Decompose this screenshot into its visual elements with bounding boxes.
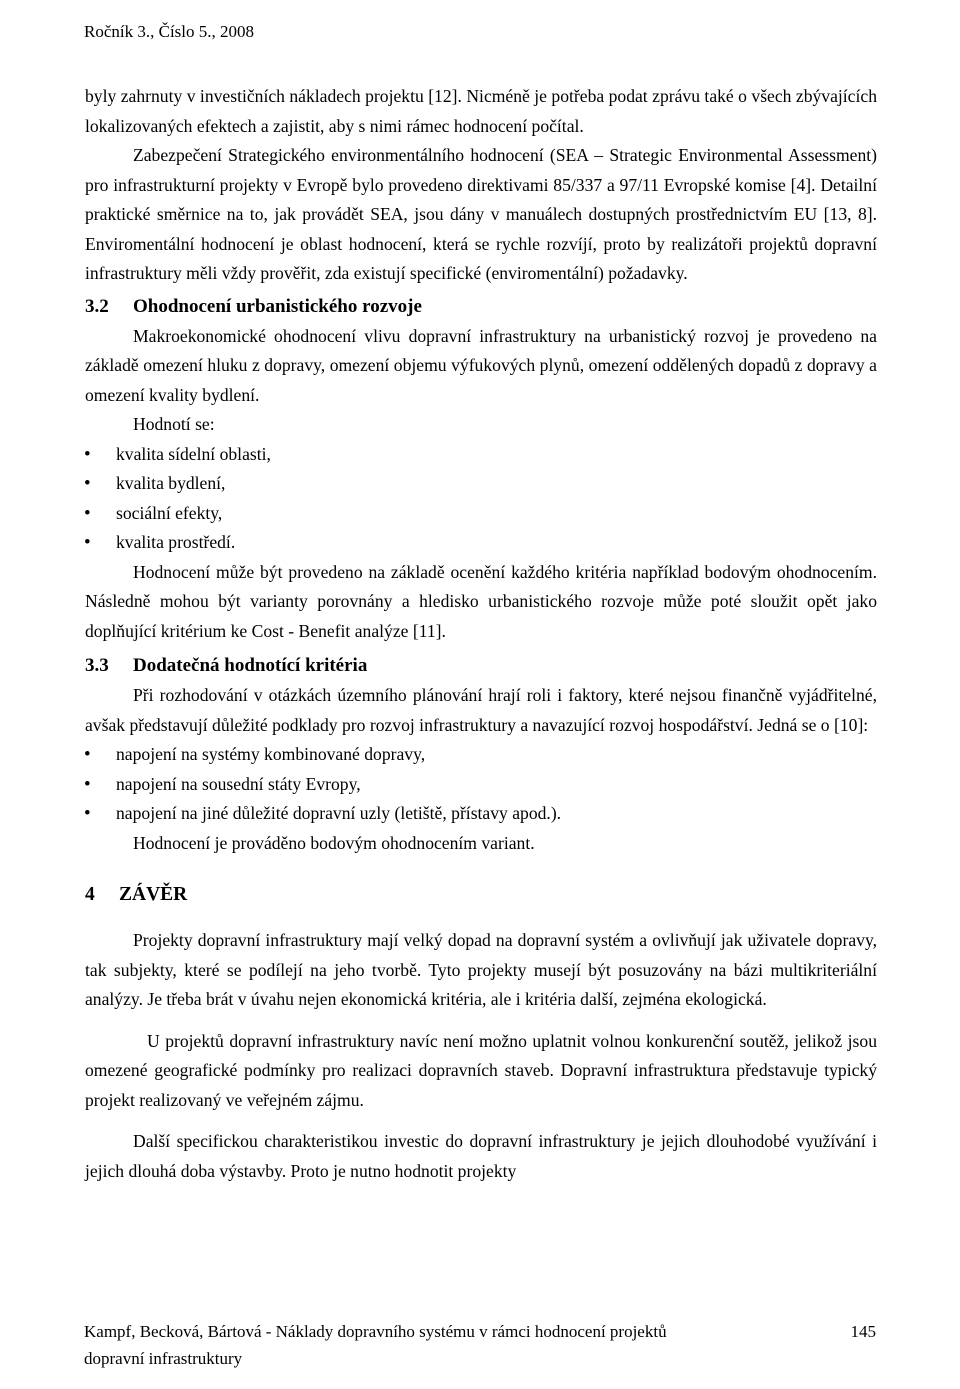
section-heading-3-3 (85, 651, 877, 681)
list-item: • kvalita bydlení, (85, 469, 877, 499)
paragraph: Makroekonomické ohodnocení vlivu dopravní infrastruktury na urbanistický rozvoj je provedeno na základě omezení hluku z dopravy, omezení objemu výfukových plynů, omezení oddělených dopadů z dopravy a omezení kvality bydlení. (85, 325, 877, 405)
list-item: • sociální efekty, (85, 499, 877, 529)
paragraph: Zabezpečení Strategického environmentálního hodnocení (SEA – Strategic Environmental Assessment) pro infrastrukturní projekty v Evropě bylo provedeno direktivami 85/337 a 97/11 Evropské komise [4]. Detailní praktické směrnice na to, jak provádět SEA, jsou dány v manuálech dostupných prostřednictvím EU [13, 8]. Enviromentální hodnocení je oblast hodnocení, která se rychle rozvíjí, proto by realizátoři projektů dopravní infrastruktury měli vždy prověřit, zda existují specifické (enviromentální) požadavky. (85, 145, 877, 283)
section-number: 3.2 (85, 295, 109, 317)
list-item: • napojení na jiné důležité dopravní uzly (letiště, přístavy apod.). (85, 799, 877, 829)
running-header: Ročník 3., Číslo 5., 2008 (84, 22, 255, 41)
list-item: • kvalita prostředí. (85, 528, 877, 558)
section-heading-4 (85, 880, 877, 910)
criteria-list (85, 440, 877, 558)
list-item: • kvalita sídelní oblasti, (85, 440, 877, 470)
paragraph: Další specifickou charakteristikou investic do dopravní infrastruktury je jejich dlouhodobé využívání i jejich dlouhá doba výstavby. Proto je nutno hodnotit projekty (85, 1131, 877, 1181)
footer-citation-continued: dopravní infrastruktury (84, 1349, 243, 1368)
paragraph: Projekty dopravní infrastruktury mají velký dopad na dopravní systém a ovlivňují jak uživatele dopravy, tak subjekty, které se podílejí na jeho tvorbě. Tyto projekty musejí být posuzovány na bázi multikriteriální analýzy. Je třeba brát v úvahu nejen ekonomická kritéria, ale i kritéria další, zejména ekologická. (85, 930, 877, 1009)
section-title: Ohodnocení urbanistického rozvoje (133, 295, 422, 317)
page-number: 145 (850, 1322, 876, 1341)
page-footer (84, 1318, 876, 1372)
list-item: • napojení na systémy kombinované dopravy, (85, 740, 877, 770)
criteria-list (85, 740, 877, 829)
section-heading-3-2 (85, 292, 877, 322)
paragraph: U projektů dopravní infrastruktury navíc není možno uplatnit volnou konkurenční soutěž, jelikož jsou omezené geografické podmínky pro realizaci dopravních staveb. Dopravní infrastruktura představuje typický projekt realizovaný ve veřejném zájmu. (85, 1030, 877, 1110)
section-number: 3.3 (85, 655, 109, 676)
footer-citation: Kampf, Becková, Bártová - Náklady dopravního systému v rámci hodnocení projektů (84, 1322, 667, 1341)
section-number: 4 (85, 884, 95, 905)
paragraph: Hodnocení může být provedeno na základě ocenění každého kritéria například bodovým ohodnocením. Následně mohou být varianty porovnány a hledisko urbanistického rozvoje může poté sloužit opět jako doplňující kritérium ke Cost - Benefit analýze [11]. (85, 561, 877, 641)
section-title: Dodatečná hodnotící kritéria (133, 655, 368, 676)
paragraph: byly zahrnuty v investičních nákladech projektu [12]. Nicméně je potřeba podat zprávu také o všech zbývajících lokalizovaných efektech a zajistit, aby s nimi rámec hodnocení počítal. (85, 86, 877, 136)
paragraph: Při rozhodování v otázkách územního plánování hrají roli i faktory, které nejsou finančně vyjádřitelné, avšak představují důležité podklady pro rozvoj infrastruktury a navazující rozvoj hospodářství. Jedná se o [10]: (85, 685, 877, 735)
body-text (85, 82, 877, 1186)
paragraph: Hodnotí se: (133, 414, 215, 434)
list-item: • napojení na sousední státy Evropy, (85, 770, 877, 800)
section-title: ZÁVĚR (119, 884, 188, 905)
paragraph: Hodnocení je prováděno bodovým ohodnocením variant. (133, 832, 535, 853)
